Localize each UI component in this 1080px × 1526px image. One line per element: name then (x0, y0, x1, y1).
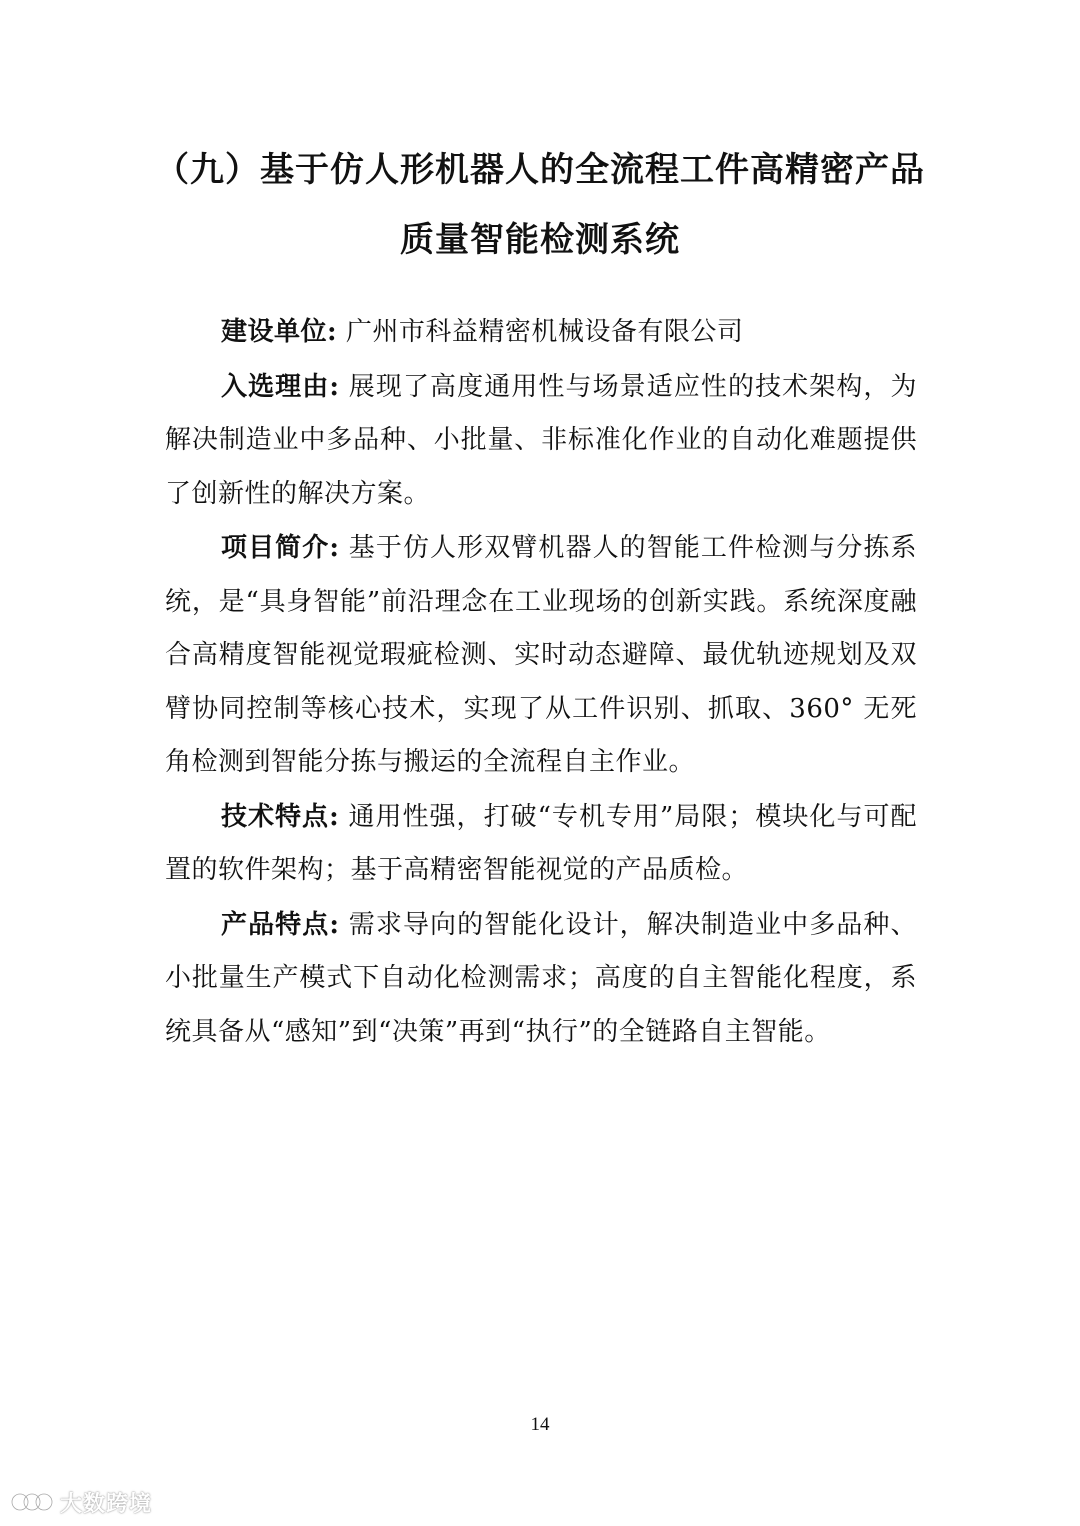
section-label: 建设单位: (221, 317, 338, 347)
section-text: 广州市科益精密机械设备有限公司 (337, 317, 744, 347)
section-project-intro (165, 522, 917, 790)
section-text: 通用性强，打破“专机专用”局限；模块化与可配置的软件架构；基于高精密智能视觉的产品质检。 (165, 801, 917, 885)
section-tech-features (165, 791, 917, 898)
watermark (10, 1486, 152, 1518)
page-title-line-1: （九）基于仿人形机器人的全流程工件高精密产品 (155, 150, 925, 190)
section-label: 入选理由: (221, 371, 340, 402)
section-label: 技术特点: (221, 801, 340, 832)
section-text: 展现了高度通用性与场景适应性的技术架构，为解决制造业中多品种、小批量、非标准化作业的自动化难题提供了创新性的解决方案。 (165, 371, 918, 509)
watermark-text: 大数跨境 (60, 1491, 153, 1517)
section-label: 项目简介: (221, 533, 340, 563)
document-body (165, 306, 917, 1060)
section-text: 基于仿人形双臂机器人的智能工件检测与分拣系统，是“具身智能”前沿理念在工业现场的创新实践。系统深度融合高精度智能视觉瑕疵检测、实时动态避障、最优轨迹规划及双臂协同控制等核心技术，实现了从工件识别、抓取、360° 无死角检测到智能分拣与搬运的全流程自主作业。 (165, 533, 918, 777)
section-selection-reason (165, 361, 917, 522)
page-number: 14 (530, 1414, 550, 1435)
watermark-logo-icon (10, 1488, 54, 1516)
section-text: 需求导向的智能化设计，解决制造业中多品种、小批量生产模式下自动化检测需求；高度的自主智能化程度，系统具备从“感知”到“决策”再到“执行”的全链路自主智能。 (165, 909, 918, 1047)
section-product-features (165, 899, 917, 1060)
page-title-line-2: 质量智能检测系统 (400, 220, 680, 260)
section-label: 产品特点: (221, 909, 340, 940)
section-construction-unit (165, 306, 917, 360)
